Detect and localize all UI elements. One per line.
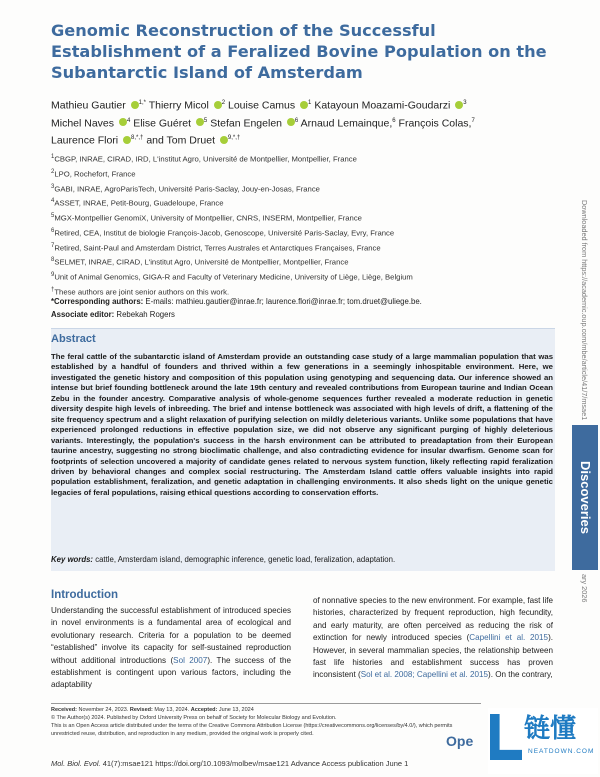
author-name[interactable]: Arnaud Lemainque, bbox=[300, 117, 393, 129]
orcid-icon[interactable] bbox=[287, 118, 295, 126]
author-name[interactable]: Michel Naves bbox=[51, 117, 115, 129]
author-list: Mathieu Gautier $^{1,*}$ Thierry Micol $^2$ Louise Camus $^1$ Katayoun Moazami-Goudarzi $^3$ Michel Naves $^4$ Elise Guéret $^5$ Stefan Engelen $^6$ Arnaud Lemainque,$^6$ François Colas,$^7$ Laurence Flori $^{8,*,\dagger}$ and Tom Druet $^{9,*,\dagger}$ bbox=[51, 99, 475, 147]
body-column-right: of nonnative species to the new environment. For example, fast life histories, characterized by frequent reproduction, high fecundity, and early maturity, are often perceived as reducing the risk of extinction for newly introduced species (Capellini et al. 2015). However, in several mammalian species, the relationship between fast life histories and establishment success has proven inconsistent (Sol et al. 2008; Capellini et al. 2015). On the contrary, bbox=[313, 596, 554, 680]
associate-editor: Associate editor: Rebekah Rogers bbox=[51, 310, 175, 319]
affiliation-item: $^5$MGX-Montpellier GenomiX, University of Montpellier, CNRS, INSERM, Montpellier, France bbox=[51, 213, 362, 223]
introduction-heading: Introduction bbox=[51, 589, 119, 601]
affiliation-item: $^6$Retired, CEA, Institut de biologie François-Jacob, Genoscope, Université Paris-Saclay, Evry, France bbox=[51, 227, 395, 238]
watermark-logo bbox=[488, 708, 598, 774]
watermark-l-icon bbox=[490, 714, 522, 760]
affiliation-list bbox=[51, 151, 556, 299]
abstract-heading: Abstract bbox=[51, 333, 96, 345]
orcid-icon[interactable] bbox=[214, 101, 222, 109]
author-name[interactable]: Stefan Engelen bbox=[210, 117, 282, 129]
affiliation-item: $^7$Retired, Saint-Paul and Amsterdam District, Terres Australes et Antarctiques Françaises, France bbox=[51, 242, 381, 253]
dates-line: Received: November 24, 2023. Revised: May 13, 2024. Accepted: June 13, 2024 bbox=[51, 707, 254, 713]
affiliation-item: $^9$Unit of Animal Genomics, GIGA-R and Faculty of Veterinary Medicine, University of Liège, Liège, Belgium bbox=[51, 272, 413, 282]
footer-notes bbox=[51, 706, 481, 738]
affiliation-item: $^8$SELMET, INRAE, CIRAD, L'institut Agro, Université de Montpellier, Montpellier, France bbox=[51, 257, 349, 267]
journal-citation: Mol. Biol. Evol. 41(7):msae121 https://doi.org/10.1093/molbev/msae121 Advance Access publication June 1 bbox=[51, 759, 409, 768]
orcid-icon[interactable] bbox=[196, 118, 204, 126]
keywords: Key words: cattle, Amsterdam island, demographic inference, genetic load, feralization, adaptation. bbox=[51, 555, 396, 564]
license-text[interactable]: This is an Open Access article distributed under the terms of the Creative Commons Attribution License (https://creativecommons.org/licenses/by/4.0/), which permits unrestricted reuse, distribution, and reproduction in any medium, provided the original work is properly cited. bbox=[51, 723, 453, 737]
doi-link[interactable]: 41(7):msae121 https://doi.org/10.1093/molbev/msae121 Advance Access publication June 1 bbox=[100, 759, 409, 768]
author-name[interactable]: Thierry Micol bbox=[148, 99, 209, 112]
author-name[interactable]: and Tom Druet bbox=[146, 134, 215, 147]
download-date-fragment: ary 2026 bbox=[580, 574, 589, 603]
citation-link[interactable]: Sol 2007 bbox=[173, 655, 208, 665]
footer-divider bbox=[51, 703, 481, 704]
author-name[interactable]: Laurence Flori bbox=[51, 134, 119, 147]
author-name[interactable]: Elise Guéret bbox=[133, 117, 191, 129]
orcid-icon[interactable] bbox=[300, 101, 308, 109]
orcid-icon[interactable] bbox=[123, 136, 131, 144]
author-name[interactable]: Mathieu Gautier bbox=[51, 99, 126, 112]
corresponding-block bbox=[51, 295, 556, 321]
body-column-left: Understanding the successful establishment of introduced species in novel environments is a fundamental area of ecological and evolutionary research. Criteria for a population to be deemed “established” involve its capacity for self-sustained reproduction without additional introductions (Sol 2007). The success of the establishment is contingent upon various factors, including the adaptability bbox=[51, 606, 292, 690]
orcid-icon[interactable] bbox=[119, 118, 127, 126]
article-title: Genomic Reconstruction of the Successful Establishment of a Feralized Bovine Population on the Subantarctic Island of Amsterdam bbox=[51, 21, 547, 82]
citation-link[interactable]: Sol et al. 2008; Capellini et al. 2015 bbox=[360, 670, 489, 680]
copyright-line: © The Author(s) 2024. Published by Oxford University Press on behalf of Society for Molecular Biology and Evolution. bbox=[51, 715, 337, 721]
affiliation-item: $^4$ASSET, INRAE, Petit-Bourg, Guadeloupe, France bbox=[51, 198, 224, 208]
watermark-domain: NEATDOWN.COM bbox=[528, 748, 595, 755]
orcid-icon[interactable] bbox=[131, 101, 139, 109]
affiliation-item: $^2$LPO, Rochefort, France bbox=[51, 168, 136, 179]
orcid-icon[interactable] bbox=[220, 136, 228, 144]
affiliation-item: $^3$GABI, INRAE, AgroParisTech, Université Paris-Saclay, Jouy-en-Josas, France bbox=[51, 183, 320, 194]
author-name[interactable]: François Colas, bbox=[398, 117, 472, 129]
open-access-label: Ope bbox=[446, 733, 474, 749]
abstract-text: The feral cattle of the subantarctic island of Amsterdam provide an outstanding case study of a large mammalian population that was established by a handful of founders and thrived within a few generations in a seemingly inhospitable environment. Here, we investigated the genetic history and composition of this population using genotyping and sequencing data. Our inference showed an intense but brief founding bottleneck around the late 19th century and revealed contributions from European taurine and Indian Ocean Zebu in the founder ancestry. Comparative analysis of whole-genome sequences further revealed a moderate reduction in genetic diversity despite high levels of inbreeding. The brief and intense bottleneck was associated with high levels of drift, a flattening of the site frequency spectrum and a slight relaxation of purifying selection on mildly deleterious variants. Unlike some populations that have experienced prolonged reductions in effective population size, we did not observe any significant purging of highly deleterious variants. Interestingly, the population's success in the harsh environment can be attributed to preadaptation from their European taurine ancestry, suggesting no strong bioclimatic challenge, and also contradicting evidence for insular dwarfism. Genome scan for footprints of selection uncovered a majority of candidate genes related to nervous system function, likely reflecting rapid feralization driven by behavioral changes and complex social restructuring. The Amsterdam Island cattle offers valuable insights into rapid population establishment, feralization, and genetic adaptation in challenging environments. It also sheds light on the unique genetic legacies of feral populations, raising ethical questions according to conservation efforts. bbox=[51, 352, 553, 497]
affiliation-item: $^1$CBGP, INRAE, CIRAD, IRD, L'institut Agro, Université de Montpellier, Montpellier, France bbox=[51, 154, 357, 164]
joint-senior-note: †These authors are joint senior authors on this work. bbox=[51, 286, 230, 297]
citation-link[interactable]: Capellini et al. 2015 bbox=[469, 633, 549, 643]
author-name[interactable]: Louise Camus bbox=[228, 99, 296, 112]
download-notice: Downloaded from https://academic.oup.com/mbe/article/41/7/msae1 bbox=[580, 200, 589, 421]
author-name[interactable]: Katayoun Moazami-Goudarzi bbox=[314, 99, 451, 112]
corresponding-authors[interactable]: *Corresponding authors: E-mails: mathieu.gautier@inrae.fr; laurence.flori@inrae.fr; tom.druet@uliege.be. bbox=[51, 297, 422, 306]
watermark-brand: 链懂 bbox=[524, 714, 577, 744]
section-tab-discoveries: Discoveries bbox=[572, 425, 598, 570]
